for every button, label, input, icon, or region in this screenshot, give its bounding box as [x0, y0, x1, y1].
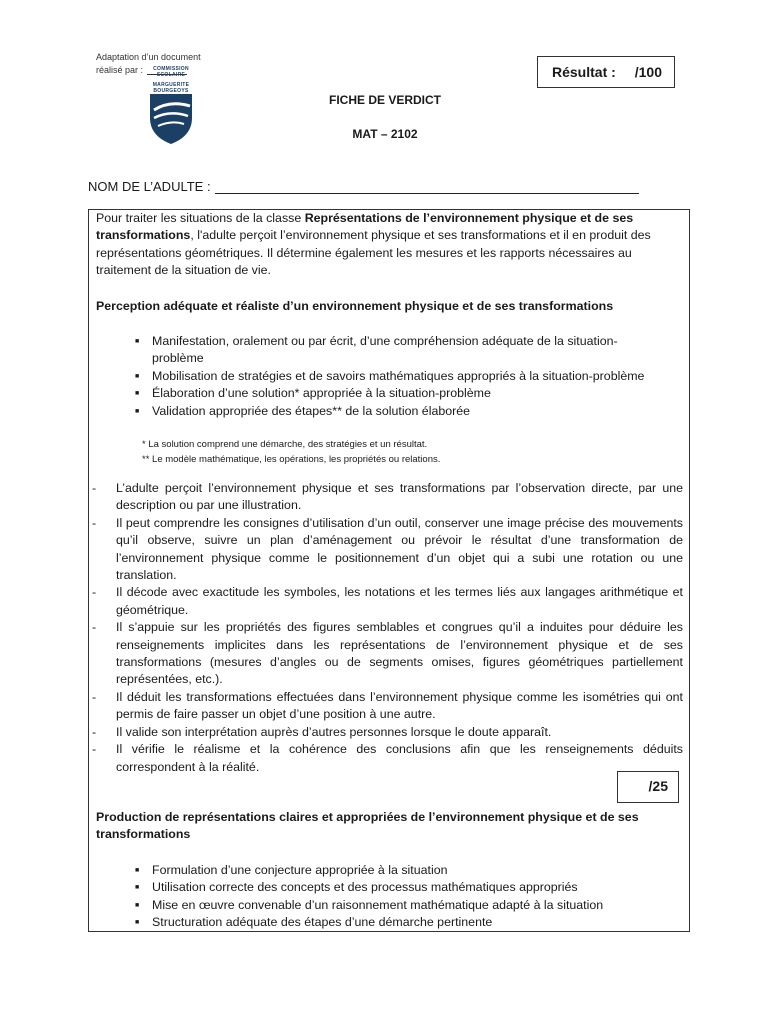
name-blank-line[interactable]: [215, 181, 639, 194]
name-field-row: [88, 179, 639, 194]
list-item: ■ Manifestation, oralement ou par écrit, d’une compréhension adéquate de la situation-problème: [130, 333, 665, 368]
score-value: /100: [634, 64, 662, 80]
list-item: - Il s’appuie sur les propriétés des figures semblables et congrues qu’il a induites pour déduire les renseignements implicites dans les représentations de l’environnement physique et de ses transformations (mesures d’angles ou de segments omises, figures géométriques partiellement représentées, etc.).: [96, 619, 683, 689]
section1-score-box: /25: [617, 771, 679, 803]
score-label: Résultat :: [552, 64, 616, 80]
section2-bullets: [130, 862, 665, 932]
list-item: ■ Utilisation correcte des concepts et des processus mathématiques appropriés: [130, 879, 665, 896]
list-item: ■ Validation appropriée des étapes** de la solution élaborée: [130, 403, 665, 420]
adaptation-line-2: réalisé par :: [96, 65, 144, 75]
adaptation-line-1: Adaptation d’un document: [96, 52, 201, 62]
logo-text-top: COMMISSION SCOLAIRE: [153, 66, 189, 78]
list-item: - Il décode avec exactitude les symboles, les notations et les termes liés aux langages arithmétique et géométrique.: [96, 584, 683, 619]
list-item: - Il valide son interprétation auprès d’autres personnes lorsque le doute apparaît.: [96, 724, 683, 741]
list-item: - Il peut comprendre les consignes d’utilisation d’un outil, conserver une image précise des mouvements qu’il observe, suivre un plan d’aménagement ou prévoir le résultat d’une transformation de l’environnement physique comme le positionnement d’un objet qui a subi une rotation ou une translation.: [96, 515, 683, 585]
list-item: - Il déduit les transformations effectuées dans l’environnement physique comme les isométries qui ont permis de faire passer un objet d’une position à une autre.: [96, 689, 683, 724]
section1-bullets: [130, 333, 665, 420]
footnote-1: * La solution comprend une démarche, des stratégies et un résultat.: [142, 439, 428, 450]
course-code: MAT – 2102: [352, 127, 418, 141]
list-item: ■ Formulation d’une conjecture appropriée à la situation: [130, 862, 665, 879]
list-item: ■ Élaboration d’une solution* appropriée à la situation-problème: [130, 385, 665, 402]
logo-text-bottom: MARGUERITE BOURGEOYS: [152, 82, 190, 94]
list-item: ■ Mobilisation de stratégies et de savoirs mathématiques appropriés à la situation-problème: [130, 368, 665, 385]
footnotes: [142, 437, 440, 467]
list-item: - Il vérifie le réalisme et la cohérence des conclusions afin que les renseignements déduits correspondent à la réalité.: [96, 741, 683, 776]
page-title: FICHE DE VERDICT: [328, 93, 441, 107]
section1-title: Perception adéquate et réaliste d’un environnement physique et de ses transformations: [96, 299, 614, 313]
list-item: ■ Structuration adéquate des étapes d’une démarche pertinente: [130, 914, 665, 931]
footnote-2: ** Le modèle mathématique, les opérations, les propriétés ou relations.: [142, 454, 441, 465]
list-item: ■ Mise en œuvre convenable d’un raisonnement mathématique adapté à la situation: [130, 897, 665, 914]
intro-paragraph: Pour traiter les situations de la classe Représentations de l’environnement physique et de ses transformations, l'adulte perçoit l’environnement physique et ses transformations et il en produit des représentations géométriques. Il détermine également les mesures et les rapports nécessaires au traitement de la situation de vie.: [96, 211, 651, 278]
name-label: NOM DE L’ADULTE :: [88, 179, 211, 194]
total-score-box: [537, 56, 675, 88]
section2-title: Production de représentations claires et appropriées de l’environnement physique et de ses transformations: [96, 810, 639, 842]
section1-criteria: [96, 480, 683, 776]
list-item: - L’adulte perçoit l’environnement physique et ses transformations par l’observation directe, par une description ou par une illustration.: [96, 480, 683, 515]
